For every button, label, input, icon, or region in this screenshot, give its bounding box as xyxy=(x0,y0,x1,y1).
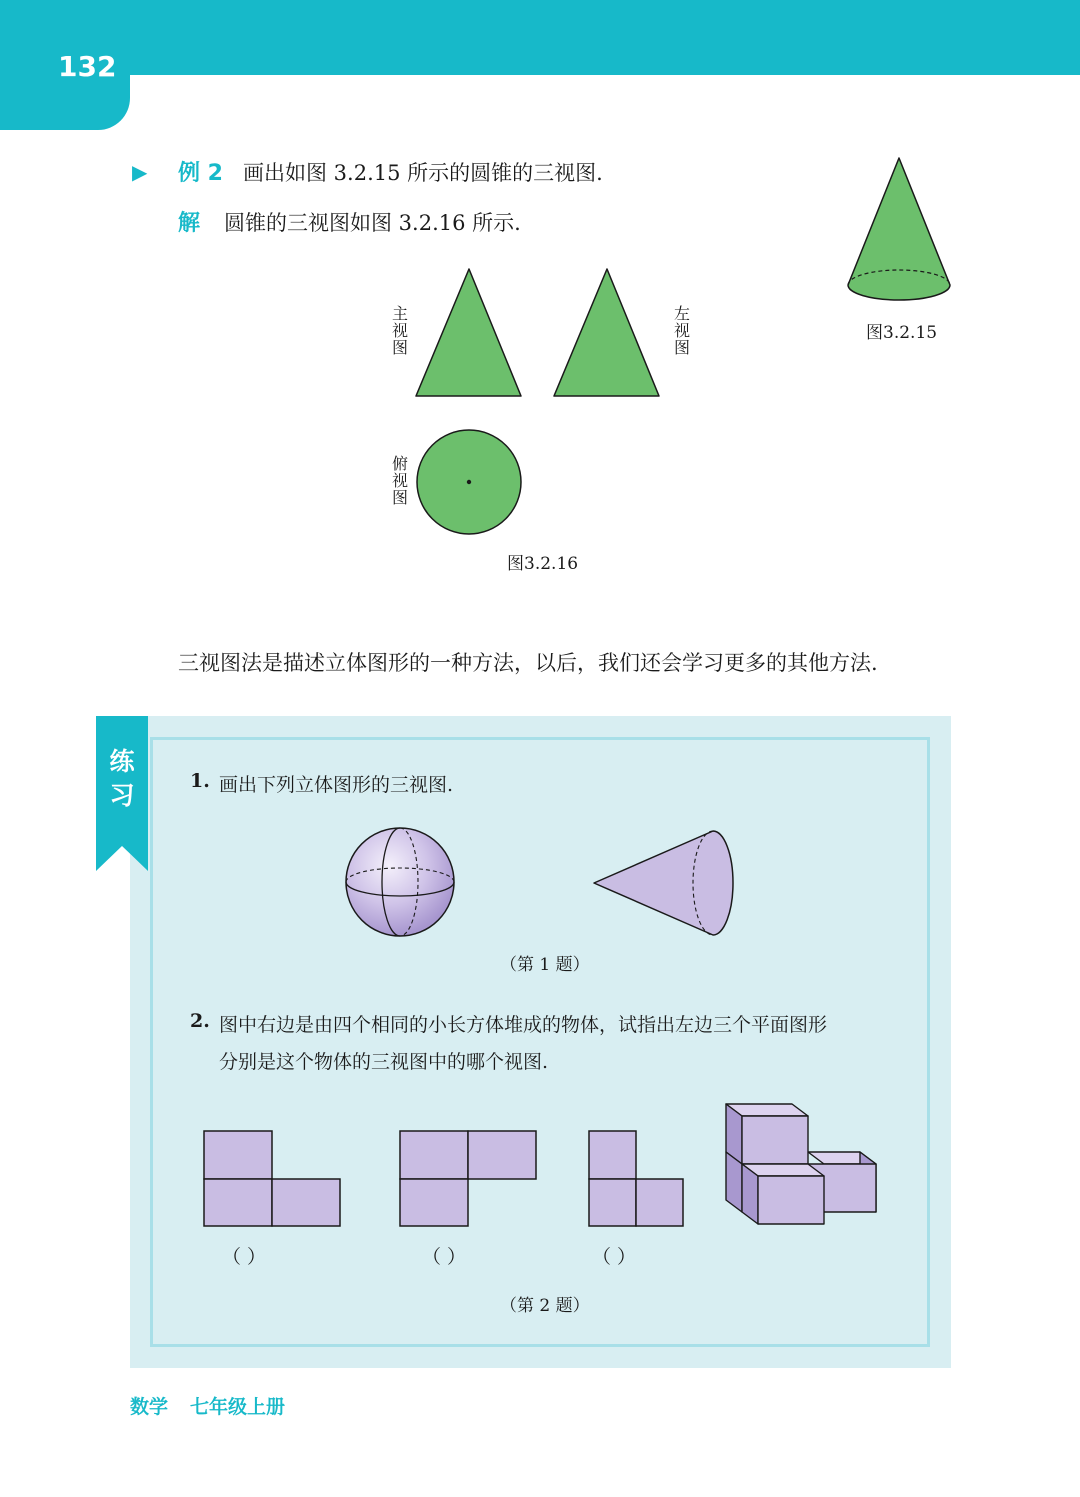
play-arrow-icon: ▶ xyxy=(132,160,148,184)
footer-grade: 七年级上册 xyxy=(190,1396,286,1418)
cone-figure xyxy=(840,150,960,310)
q2-text-line1: 图中右边是由四个相同的小长方体堆成的物体，试指出左边三个平面图形 xyxy=(219,1014,828,1036)
figure-3-2-15-caption: 图3.2.15 xyxy=(866,323,938,343)
view-a-figure xyxy=(200,1128,344,1230)
q2-text-line2: 分别是这个物体的三视图中的哪个视图. xyxy=(219,1051,549,1073)
footer xyxy=(130,1392,307,1419)
example-label: 例 2 xyxy=(178,161,223,186)
example-question: 画出如图 3.2.15 所示的圆锥的三视图. xyxy=(243,161,603,185)
horizontal-cone-figure xyxy=(588,826,740,938)
summary-paragraph: 三视图法是描述立体图形的一种方法，以后，我们还会学习更多的其他方法. xyxy=(178,651,878,675)
apex-dot xyxy=(467,480,471,484)
left-view-triangle xyxy=(550,265,664,401)
q2-caption: （第 2 题） xyxy=(500,1296,590,1316)
page-number: 132 xyxy=(58,50,117,83)
front-view-label: 主视图 xyxy=(391,304,408,357)
front-view-triangle xyxy=(412,265,526,401)
q1-number: 1. xyxy=(190,770,210,792)
q1-text: 画出下列立体图形的三视图. xyxy=(219,774,454,796)
sphere-figure xyxy=(340,825,462,940)
exercise-inner-border xyxy=(150,737,930,1347)
view-c-figure xyxy=(585,1128,689,1230)
q2-number: 2. xyxy=(190,1010,210,1032)
top-view-label: 俯视图 xyxy=(391,454,408,507)
blank-a: （ ） xyxy=(222,1246,267,1268)
cone-body xyxy=(848,158,950,300)
blank-c: （ ） xyxy=(592,1246,637,1268)
solution-label: 解 xyxy=(178,211,201,236)
left-view-label: 左视图 xyxy=(673,304,690,357)
exercise-tag-text: 练习 xyxy=(109,747,135,810)
figure-3-2-16-caption: 图3.2.16 xyxy=(507,554,579,574)
exercise-tag xyxy=(96,745,148,813)
top-view-circle xyxy=(412,425,526,539)
blank-b: （ ） xyxy=(422,1246,467,1268)
header-band xyxy=(0,0,1080,75)
footer-subject: 数学 xyxy=(130,1396,169,1418)
view-b-figure xyxy=(396,1128,540,1230)
q1-caption: （第 1 题） xyxy=(500,955,590,975)
solution-text: 圆锥的三视图如图 3.2.16 所示. xyxy=(224,211,521,235)
stacked-cuboids-figure xyxy=(720,1098,884,1230)
